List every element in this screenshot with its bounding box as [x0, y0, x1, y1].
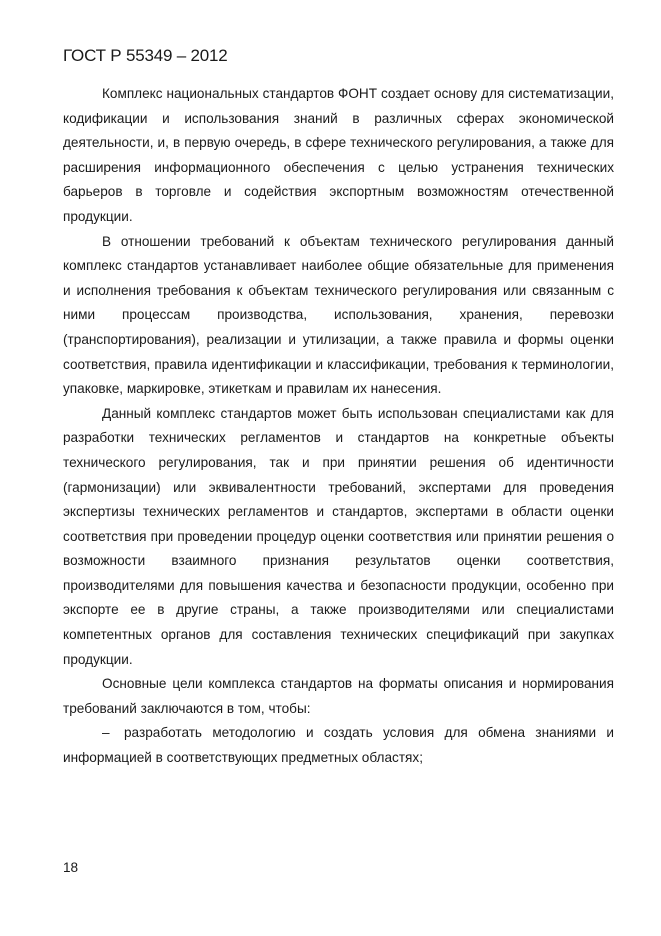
document-body [63, 82, 614, 771]
page-number: 18 [63, 860, 79, 875]
document-header: ГОСТ Р 55349 – 2012 [63, 46, 228, 65]
dash-bullet: – [102, 725, 110, 741]
paragraph-font-complex: Комплекс национальных стандартов ФОНТ создает основу для систематизации, кодификации и использования знаний в различных сферах экономической деятельности, и, в первую очередь, в сфере технического регулирования, а также для расширения информационного обеспечения с целью устранения технических барьеров в торговле и содействия экспортным возможностям отечественной продукции. [63, 86, 614, 224]
list-item-text: разработать методологию и создать условия для обмена знаниями и информацией в соответствующих предметных областях; [63, 725, 614, 766]
paragraph-main-goals: Основные цели комплекса стандартов на форматы описания и нормирования требований заключаются в том, чтобы: [63, 676, 614, 716]
list-item-goal-1 [63, 721, 614, 770]
paragraph-technical-regulation-requirements: В отношении требований к объектам технического регулирования данный комплекс стандартов устанавливает наиболее общие обязательные для применения и исполнения требования к объектам технического регулирования или связанным с ними процессам производства, использования, хранения, перевозки (транспортирования), реализации и утилизации, а также правила и формы оценки соответствия, правила идентификации и классификации, требования к терминологии, упаковке, маркировке, этикеткам и правилам их нанесения. [63, 233, 614, 397]
paragraph-usage-by-specialists: Данный комплекс стандартов может быть использован специалистами как для разработки технических регламентов и стандартов на конкретные объекты технического регулирования, так и при принятии решения об идентичности (гармонизации) или эквивалентности требований, экспертами для проведения экспертизы технических регламентов и стандартов, экспертами в области оценки соответствия при проведении процедур оценки соответствия или принятии решения о возможности взаимного признания результатов оценки соответствия, производителями для повышения качества и безопасности продукции, особенно при экспорте ее в другие страны, а также производителями или специалистами компетентных органов для составления технических спецификаций при закупках продукции. [63, 405, 614, 667]
